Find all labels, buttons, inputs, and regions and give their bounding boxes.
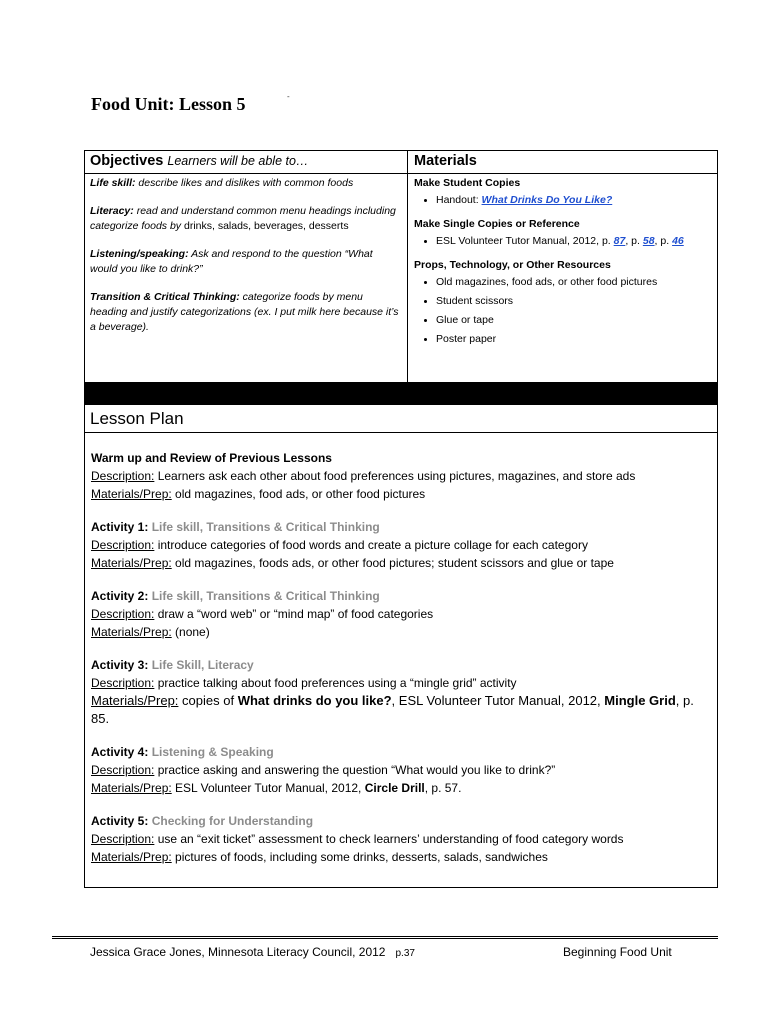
materials-text: (none)	[171, 625, 210, 639]
materials-label: Materials/Prep:	[91, 693, 179, 708]
activity-materials	[91, 779, 711, 797]
activity-label: Activity 4:	[91, 745, 149, 759]
activity-description	[91, 830, 711, 848]
manual-reference-item	[436, 234, 714, 249]
warmup-title: Warm up and Review of Previous Lessons	[91, 451, 332, 465]
objective-text: read and understand common menu headings including categorize foods by	[90, 205, 396, 232]
objective-text: describe likes and dislikes with common foods	[135, 177, 354, 189]
description-text: Learners ask each other about food preferences using pictures, magazines, and store ads	[154, 469, 636, 483]
manual-reference-text: ESL Volunteer Tutor Manual, 2012, p.	[436, 235, 614, 247]
activity-description	[91, 605, 711, 623]
lesson-plan-body	[91, 449, 711, 881]
description-label: Description:	[91, 676, 155, 690]
materials-text: , ESL Volunteer Tutor Manual, 2012,	[391, 693, 605, 708]
activity-name: Circle Drill	[364, 781, 425, 795]
activity-label: Activity 5:	[91, 814, 149, 828]
activity-1-block	[91, 518, 711, 572]
activity-5-block	[91, 812, 711, 866]
page-separator: , p.	[654, 235, 673, 247]
handout-item	[436, 193, 714, 208]
footer-rule-secondary	[52, 938, 718, 939]
objectives-title: Objectives	[90, 153, 164, 169]
materials-text: , p. 85.	[91, 693, 694, 726]
materials-label: Materials/Prep:	[91, 556, 172, 570]
activity-skill: Life skill, Transitions & Critical Thinking	[148, 520, 380, 534]
warmup-materials	[91, 485, 711, 503]
objectives-list	[90, 176, 402, 348]
activity-description	[91, 761, 711, 779]
materials-text: ESL Volunteer Tutor Manual, 2012,	[171, 781, 365, 795]
activity-materials	[91, 692, 711, 728]
materials-text: , p. 57.	[424, 781, 462, 795]
activity-name: Mingle Grid	[604, 693, 676, 708]
description-text: draw a “word web” or “mind map” of food categories	[154, 607, 434, 621]
activity-materials	[91, 623, 711, 641]
activity-label: Activity 1:	[91, 520, 149, 534]
materials-text: pictures of foods, including some drinks, desserts, salads, sandwiches	[171, 850, 548, 864]
description-text: use an “exit ticket” assessment to check learners’ understanding of food category words	[154, 832, 624, 846]
description-label: Description:	[91, 538, 155, 552]
objective-label: Literacy:	[90, 205, 134, 217]
page-title: Food Unit: Lesson 5	[91, 94, 246, 114]
lesson-plan-section	[84, 404, 718, 888]
footer-rule	[52, 936, 718, 937]
activity-materials	[91, 554, 711, 572]
activity-3-block	[91, 656, 711, 728]
activity-label: Activity 2:	[91, 589, 149, 603]
objectives-header	[90, 153, 308, 169]
student-copies-list	[414, 193, 714, 208]
section-divider-bar	[84, 383, 718, 404]
objective-item	[90, 204, 402, 234]
activity-heading	[91, 743, 711, 761]
footer-credit	[90, 945, 415, 959]
activity-heading	[91, 812, 711, 830]
objective-item	[90, 247, 402, 277]
description-text: practice asking and answering the question “What would you like to drink?”	[154, 763, 556, 777]
title-mark: -	[287, 92, 290, 101]
single-copies-heading: Make Single Copies or Reference	[414, 218, 580, 230]
materials-text: old magazines, foods ads, or other food pictures; student scissors and glue or tape	[171, 556, 614, 570]
warmup-block	[91, 449, 711, 503]
objective-text: categorize foods by menu heading and justify categorizations (ex. I put milk here because it’s a beverage).	[90, 291, 399, 333]
activity-heading	[91, 656, 711, 674]
activity-skill: Life Skill, Literacy	[148, 658, 254, 672]
activity-4-block	[91, 743, 711, 797]
objective-item	[90, 290, 402, 335]
objectives-subtitle: Learners will be able to…	[167, 154, 309, 168]
description-label: Description:	[91, 763, 155, 777]
objective-label: Transition & Critical Thinking:	[90, 291, 240, 303]
activity-skill: Listening & Speaking	[148, 745, 274, 759]
footer-unit-name: Beginning Food Unit	[563, 945, 672, 959]
handout-link[interactable]: What Drinks Do You Like?	[481, 194, 613, 206]
activity-description	[91, 674, 711, 692]
objective-label: Listening/speaking:	[90, 248, 189, 260]
activity-skill: Life skill, Transitions & Critical Thinking	[148, 589, 380, 603]
materials-label: Materials/Prep:	[91, 625, 172, 639]
activity-heading	[91, 518, 711, 536]
materials-label: Materials/Prep:	[91, 781, 172, 795]
description-label: Description:	[91, 832, 155, 846]
page-link-46[interactable]: 46	[672, 235, 684, 247]
materials-list	[414, 176, 714, 356]
materials-header: Materials	[414, 153, 477, 169]
handout-prefix: Handout:	[436, 194, 482, 206]
header-divider	[85, 173, 717, 174]
page-link-58[interactable]: 58	[642, 235, 655, 247]
props-list	[414, 275, 714, 347]
materials-text: copies of	[178, 693, 238, 708]
props-item: • Old magazines, food ads, or other food pictures	[436, 275, 714, 290]
objectives-materials-table	[84, 150, 718, 383]
activity-materials	[91, 848, 711, 866]
activity-skill: Checking for Understanding	[148, 814, 314, 828]
materials-label: Materials/Prep:	[91, 487, 172, 501]
description-label: Description:	[91, 469, 155, 483]
objective-label: Life skill:	[90, 177, 136, 189]
description-label: Description:	[91, 607, 155, 621]
materials-text: old magazines, food ads, or other food pictures	[171, 487, 426, 501]
page-number: p.37	[395, 948, 415, 959]
warmup-description	[91, 467, 711, 485]
handout-title: What drinks do you like?	[237, 693, 392, 708]
objective-text: Ask and respond to the question “What would you like to drink?”	[90, 248, 373, 275]
props-item: • Glue or tape	[436, 313, 714, 328]
footer-author: Jessica Grace Jones, Minnesota Literacy Council, 2012	[90, 945, 386, 959]
column-divider	[407, 151, 408, 382]
page-separator: , p.	[625, 235, 643, 247]
activity-label: Activity 3:	[91, 658, 149, 672]
page-link-87[interactable]: 87	[613, 235, 626, 247]
single-copies-list	[414, 234, 714, 249]
activity-description	[91, 536, 711, 554]
props-item: • Student scissors	[436, 294, 714, 309]
description-text: introduce categories of food words and create a picture collage for each category	[154, 538, 588, 552]
lesson-plan-divider	[85, 432, 717, 433]
lesson-plan-title: Lesson Plan	[90, 409, 184, 428]
student-copies-heading: Make Student Copies	[414, 177, 521, 189]
objective-plain-text: drinks, salads, beverages, desserts	[183, 220, 349, 232]
objective-item	[90, 176, 402, 191]
activity-2-block	[91, 587, 711, 641]
props-item: • Poster paper	[436, 332, 714, 347]
materials-label: Materials/Prep:	[91, 850, 172, 864]
props-heading: Props, Technology, or Other Resources	[414, 259, 611, 271]
description-text: practice talking about food preferences using a “mingle grid” activity	[154, 676, 517, 690]
activity-heading	[91, 587, 711, 605]
